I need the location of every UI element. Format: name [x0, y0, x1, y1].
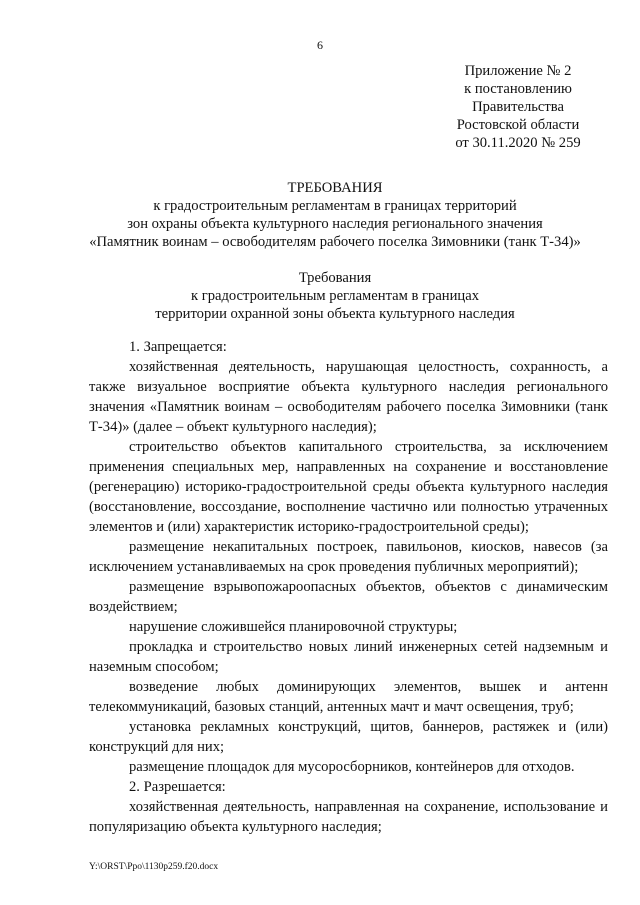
- subheading-line: к градостроительным регламентам в границах: [190, 288, 480, 304]
- paragraph: нарушение сложившейся планировочной структуры;: [129, 619, 458, 635]
- heading-line: «Памятник воинам – освободителям рабочего поселка Зимовники (танк Т-34)»: [89, 234, 581, 250]
- appendix-line: от 30.11.2020 № 259: [455, 135, 581, 151]
- main-heading: [60, 179, 610, 251]
- sub-heading: [60, 269, 610, 323]
- paragraph: установка рекламных конструкций, щитов, баннеров, растяжек и (или) конструкций для них;: [89, 719, 608, 755]
- document-body: [89, 337, 608, 837]
- paragraph: размещение некапитальных построек, павильонов, киосков, навесов (за исключением устанавливаемых на срок проведения публичных мероприятий);: [89, 539, 608, 575]
- heading-line: зон охраны объекта культурного наследия регионального значения: [127, 216, 543, 232]
- paragraph: размещение площадок для мусоросборников, контейнеров для отходов.: [129, 759, 575, 775]
- paragraph: размещение взрывопожароопасных объектов, объектов с динамическим воздействием;: [89, 579, 608, 615]
- page-number: 6: [317, 38, 323, 52]
- paragraph: строительство объектов капитального строительства, за исключением применения специальных мер, направленных на сохранение и восстановление (регенерацию) историко-градостроительной среды объекта культурного наследия (восстановление, воссоздание, восполнение частично или полностью утраченных элементов и (или) характеристик историко-градостроительной среды);: [89, 439, 608, 535]
- appendix-block: [430, 62, 606, 152]
- appendix-line: Ростовской области: [456, 117, 580, 133]
- section-heading: 1. Запрещается:: [129, 339, 227, 355]
- heading-line: к градостроительным регламентам в границах территорий: [153, 198, 517, 214]
- paragraph: хозяйственная деятельность, нарушающая целостность, сохранность, а также визуальное восприятие объекта культурного наследия регионального значения «Памятник воинам – освободителям рабочего поселка Зимовники (танк Т-34)» (далее – объект культурного наследия);: [89, 359, 608, 435]
- subheading-line: территории охранной зоны объекта культурного наследия: [155, 306, 515, 322]
- heading-title: ТРЕБОВАНИЯ: [287, 180, 383, 196]
- appendix-line: к постановлению: [464, 81, 572, 97]
- appendix-line: Приложение № 2: [464, 63, 572, 79]
- paragraph: прокладка и строительство новых линий инженерных сетей надземным и наземным способом;: [89, 639, 608, 675]
- paragraph: возведение любых доминирующих элементов, вышек и антенн телекоммуникаций, базовых станций, антенных мачт и мачт освещения, труб;: [89, 679, 608, 715]
- section-heading: 2. Разрешается:: [129, 779, 226, 795]
- appendix-line: Правительства: [472, 99, 564, 115]
- paragraph: хозяйственная деятельность, направленная на сохранение, использование и популяризацию объекта культурного наследия;: [89, 799, 608, 835]
- subheading-title: Требования: [298, 270, 372, 286]
- file-path-footer: Y:\ORST\Ppo\1130p259.f20.docx: [89, 862, 219, 872]
